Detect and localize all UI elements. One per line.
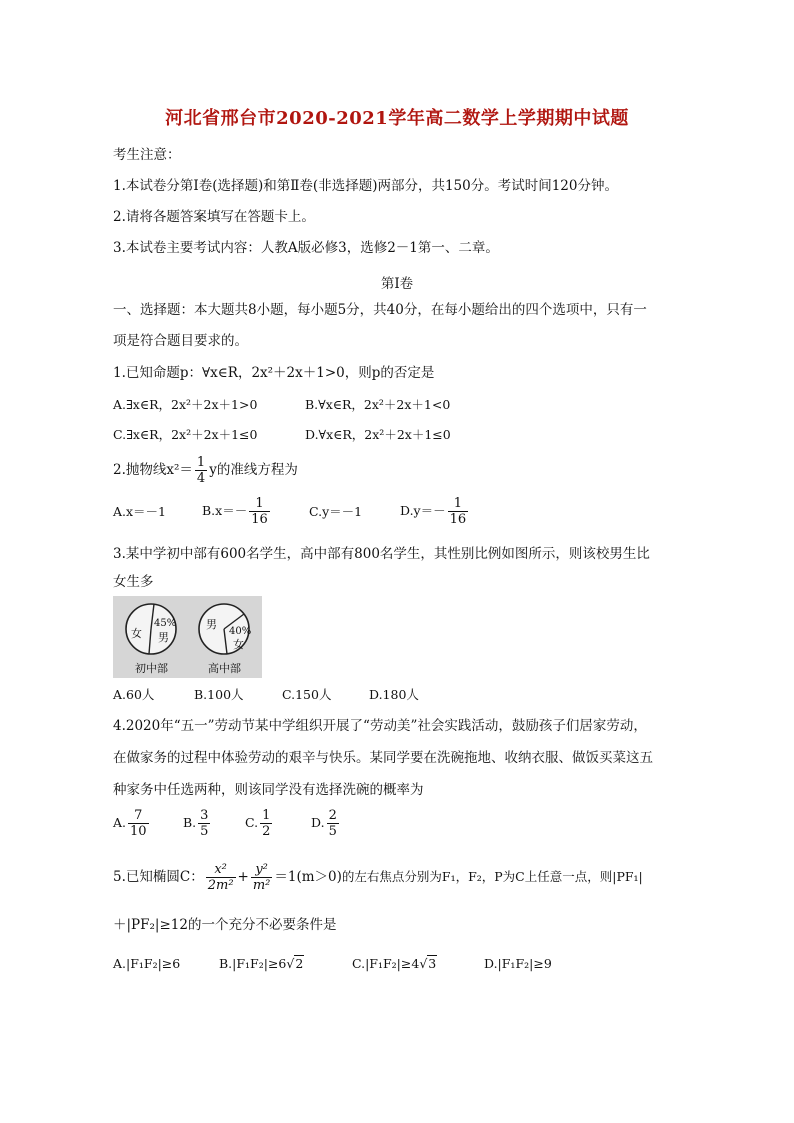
note-3: 3.本试卷主要考试内容：人教A版必修3，选修2－1第一、二章。 bbox=[113, 240, 499, 256]
q2-frac-num: 1 bbox=[196, 455, 206, 470]
junior-pie-caption: 初中部 bbox=[135, 662, 168, 675]
q1-option-b: B.∀x∈R，2x²＋2x＋1<0 bbox=[305, 397, 451, 412]
q4-option-d bbox=[311, 805, 341, 841]
q4-d-label: D. bbox=[311, 815, 325, 830]
q5-c-pre: C.|F₁F₂|≥4 bbox=[352, 956, 420, 971]
q2-b-fraction bbox=[249, 496, 270, 527]
q4-c-num: 1 bbox=[262, 808, 271, 823]
senior-pie-label-male: 男 bbox=[206, 618, 217, 631]
q5-frac1-num: x² bbox=[206, 862, 236, 878]
q4-a-num: 7 bbox=[128, 808, 149, 824]
q2-option-b bbox=[202, 493, 272, 529]
q5-frac-y bbox=[251, 862, 273, 893]
q4-a-fraction bbox=[128, 808, 149, 839]
q1-option-d: D.∀x∈R，2x²＋2x＋1≤0 bbox=[305, 427, 451, 442]
q3-stem-line2: 女生多 bbox=[113, 574, 154, 590]
senior-pie bbox=[199, 604, 251, 675]
part1-intro-line1: 一、选择题：本大题共8小题，每小题5分，共40分，在每小题给出的四个选项中，只有一 bbox=[113, 302, 647, 318]
q4-b-label: B. bbox=[183, 815, 197, 830]
senior-pie-label-female: 女 bbox=[233, 638, 244, 651]
q4-option-c bbox=[245, 805, 274, 841]
junior-pie-label-female: 女 bbox=[131, 627, 142, 640]
q2-d-den: 16 bbox=[449, 512, 467, 527]
q4-option-b bbox=[183, 805, 212, 841]
q2-d-fraction bbox=[448, 496, 469, 527]
q5-line2: ＋|PF₂|≥12的一个充分不必要条件是 bbox=[113, 917, 337, 933]
q5-c-radicand: 3 bbox=[428, 956, 437, 971]
q2-b-den: 16 bbox=[251, 512, 268, 527]
q5-stem bbox=[113, 857, 643, 897]
q4-line2: 在做家务的过程中体验劳动的艰辛与快乐。某同学要在洗碗拖地、收纳衣服、做饭买菜这五 bbox=[113, 750, 653, 766]
q3-option-c: C.150人 bbox=[282, 687, 332, 702]
q5-option-b bbox=[219, 955, 304, 973]
q2-stem-pre: 2.抛物线x²＝ bbox=[113, 462, 193, 478]
q5-c-sqrt: √3 bbox=[419, 956, 437, 971]
q4-line1: 4.2020年“五一”劳动节某中学组织开展了“劳动美”社会实践活动，鼓励孩子们居家劳动， bbox=[113, 718, 647, 734]
q4-d-fraction bbox=[327, 808, 339, 839]
q2-d-pre: D.y＝－ bbox=[400, 503, 446, 518]
q4-d-den: 5 bbox=[328, 824, 337, 839]
pie-charts-svg bbox=[113, 596, 262, 678]
q5-frac-x bbox=[206, 862, 236, 893]
q4-b-fraction bbox=[198, 808, 210, 839]
q4-c-fraction bbox=[260, 808, 272, 839]
q2-b-pre: B.x＝－ bbox=[202, 503, 248, 518]
notes-heading: 考生注意： bbox=[113, 147, 181, 163]
note-2: 2.请将各题答案填写在答题卡上。 bbox=[113, 209, 315, 225]
section-title: 第Ⅰ卷 bbox=[380, 276, 414, 292]
q2-stem-post: y的准线方程为 bbox=[209, 462, 298, 478]
q2-option-a: A.x＝－1 bbox=[113, 504, 167, 519]
senior-pie-caption: 高中部 bbox=[208, 662, 241, 675]
q4-c-label: C. bbox=[245, 815, 259, 830]
q2-b-num: 1 bbox=[249, 496, 270, 512]
q5-eq: ＝1(m＞0) bbox=[274, 869, 342, 885]
q2-stem-fraction bbox=[195, 455, 207, 486]
q4-a-den: 10 bbox=[130, 824, 147, 839]
q2-stem bbox=[113, 452, 298, 488]
exam-title: 河北省邢台市2020-2021学年高二数学上学期期中试题 bbox=[165, 108, 629, 129]
q5-option-a: A.|F₁F₂|≥6 bbox=[113, 956, 181, 971]
gender-pie-figure bbox=[113, 596, 262, 678]
note-1: 1.本试卷分第Ⅰ卷(选择题)和第Ⅱ卷(非选择题)两部分，共150分。考试时间120分钟。 bbox=[113, 178, 618, 194]
q2-option-c: C.y＝－1 bbox=[309, 504, 363, 519]
q5-plus: + bbox=[237, 869, 249, 885]
q3-option-b: B.100人 bbox=[194, 687, 244, 702]
q5-frac1-den: 2m² bbox=[207, 878, 234, 893]
q5-b-sqrt: √2 bbox=[286, 956, 304, 971]
q5-option-d: D.|F₁F₂|≥9 bbox=[484, 956, 552, 971]
junior-pie-pct: 45% bbox=[154, 618, 177, 629]
part1-intro-line2: 项是符合题目要求的。 bbox=[113, 333, 248, 349]
q5-frac2-den: m² bbox=[252, 878, 271, 893]
q4-line3: 种家务中任选两种，则该同学没有选择洗碗的概率为 bbox=[113, 782, 424, 798]
q2-option-d bbox=[400, 493, 470, 529]
q4-b-den: 5 bbox=[200, 824, 209, 839]
q4-c-den: 2 bbox=[262, 824, 271, 839]
q5-b-radicand: 2 bbox=[295, 956, 304, 971]
q2-frac-den: 4 bbox=[196, 471, 206, 486]
q5-frac2-num: y² bbox=[251, 862, 273, 878]
q3-option-a: A.60人 bbox=[113, 687, 155, 702]
q1-option-c: C.∃x∈R，2x²＋2x＋1≤0 bbox=[113, 427, 258, 442]
q3-stem-line1: 3.某中学初中部有600名学生，高中部有800名学生，其性别比例如图所示，则该校男生比 bbox=[113, 546, 650, 562]
q4-option-a bbox=[113, 805, 151, 841]
q5-stem-pre: 5.已知椭圆C： bbox=[113, 869, 204, 885]
q5-stem-post: 的左右焦点分别为F₁，F₂，P为C上任意一点，则|PF₁| bbox=[341, 869, 643, 884]
senior-pie-pct: 40% bbox=[229, 626, 252, 637]
q5-b-pre: B.|F₁F₂|≥6 bbox=[219, 956, 287, 971]
q4-b-num: 3 bbox=[200, 808, 209, 823]
q5-option-c bbox=[352, 955, 437, 973]
q1-option-a: A.∃x∈R，2x²＋2x＋1>0 bbox=[113, 397, 258, 412]
q2-d-num: 1 bbox=[448, 496, 469, 512]
q3-option-d: D.180人 bbox=[369, 687, 419, 702]
junior-pie bbox=[126, 604, 176, 675]
q1-stem: 1.已知命题p：∀x∈R，2x²＋2x＋1>0，则p的否定是 bbox=[113, 365, 435, 381]
junior-pie-label-male: 男 bbox=[158, 631, 169, 644]
q4-a-label: A. bbox=[113, 815, 127, 830]
q4-d-num: 2 bbox=[328, 808, 337, 823]
